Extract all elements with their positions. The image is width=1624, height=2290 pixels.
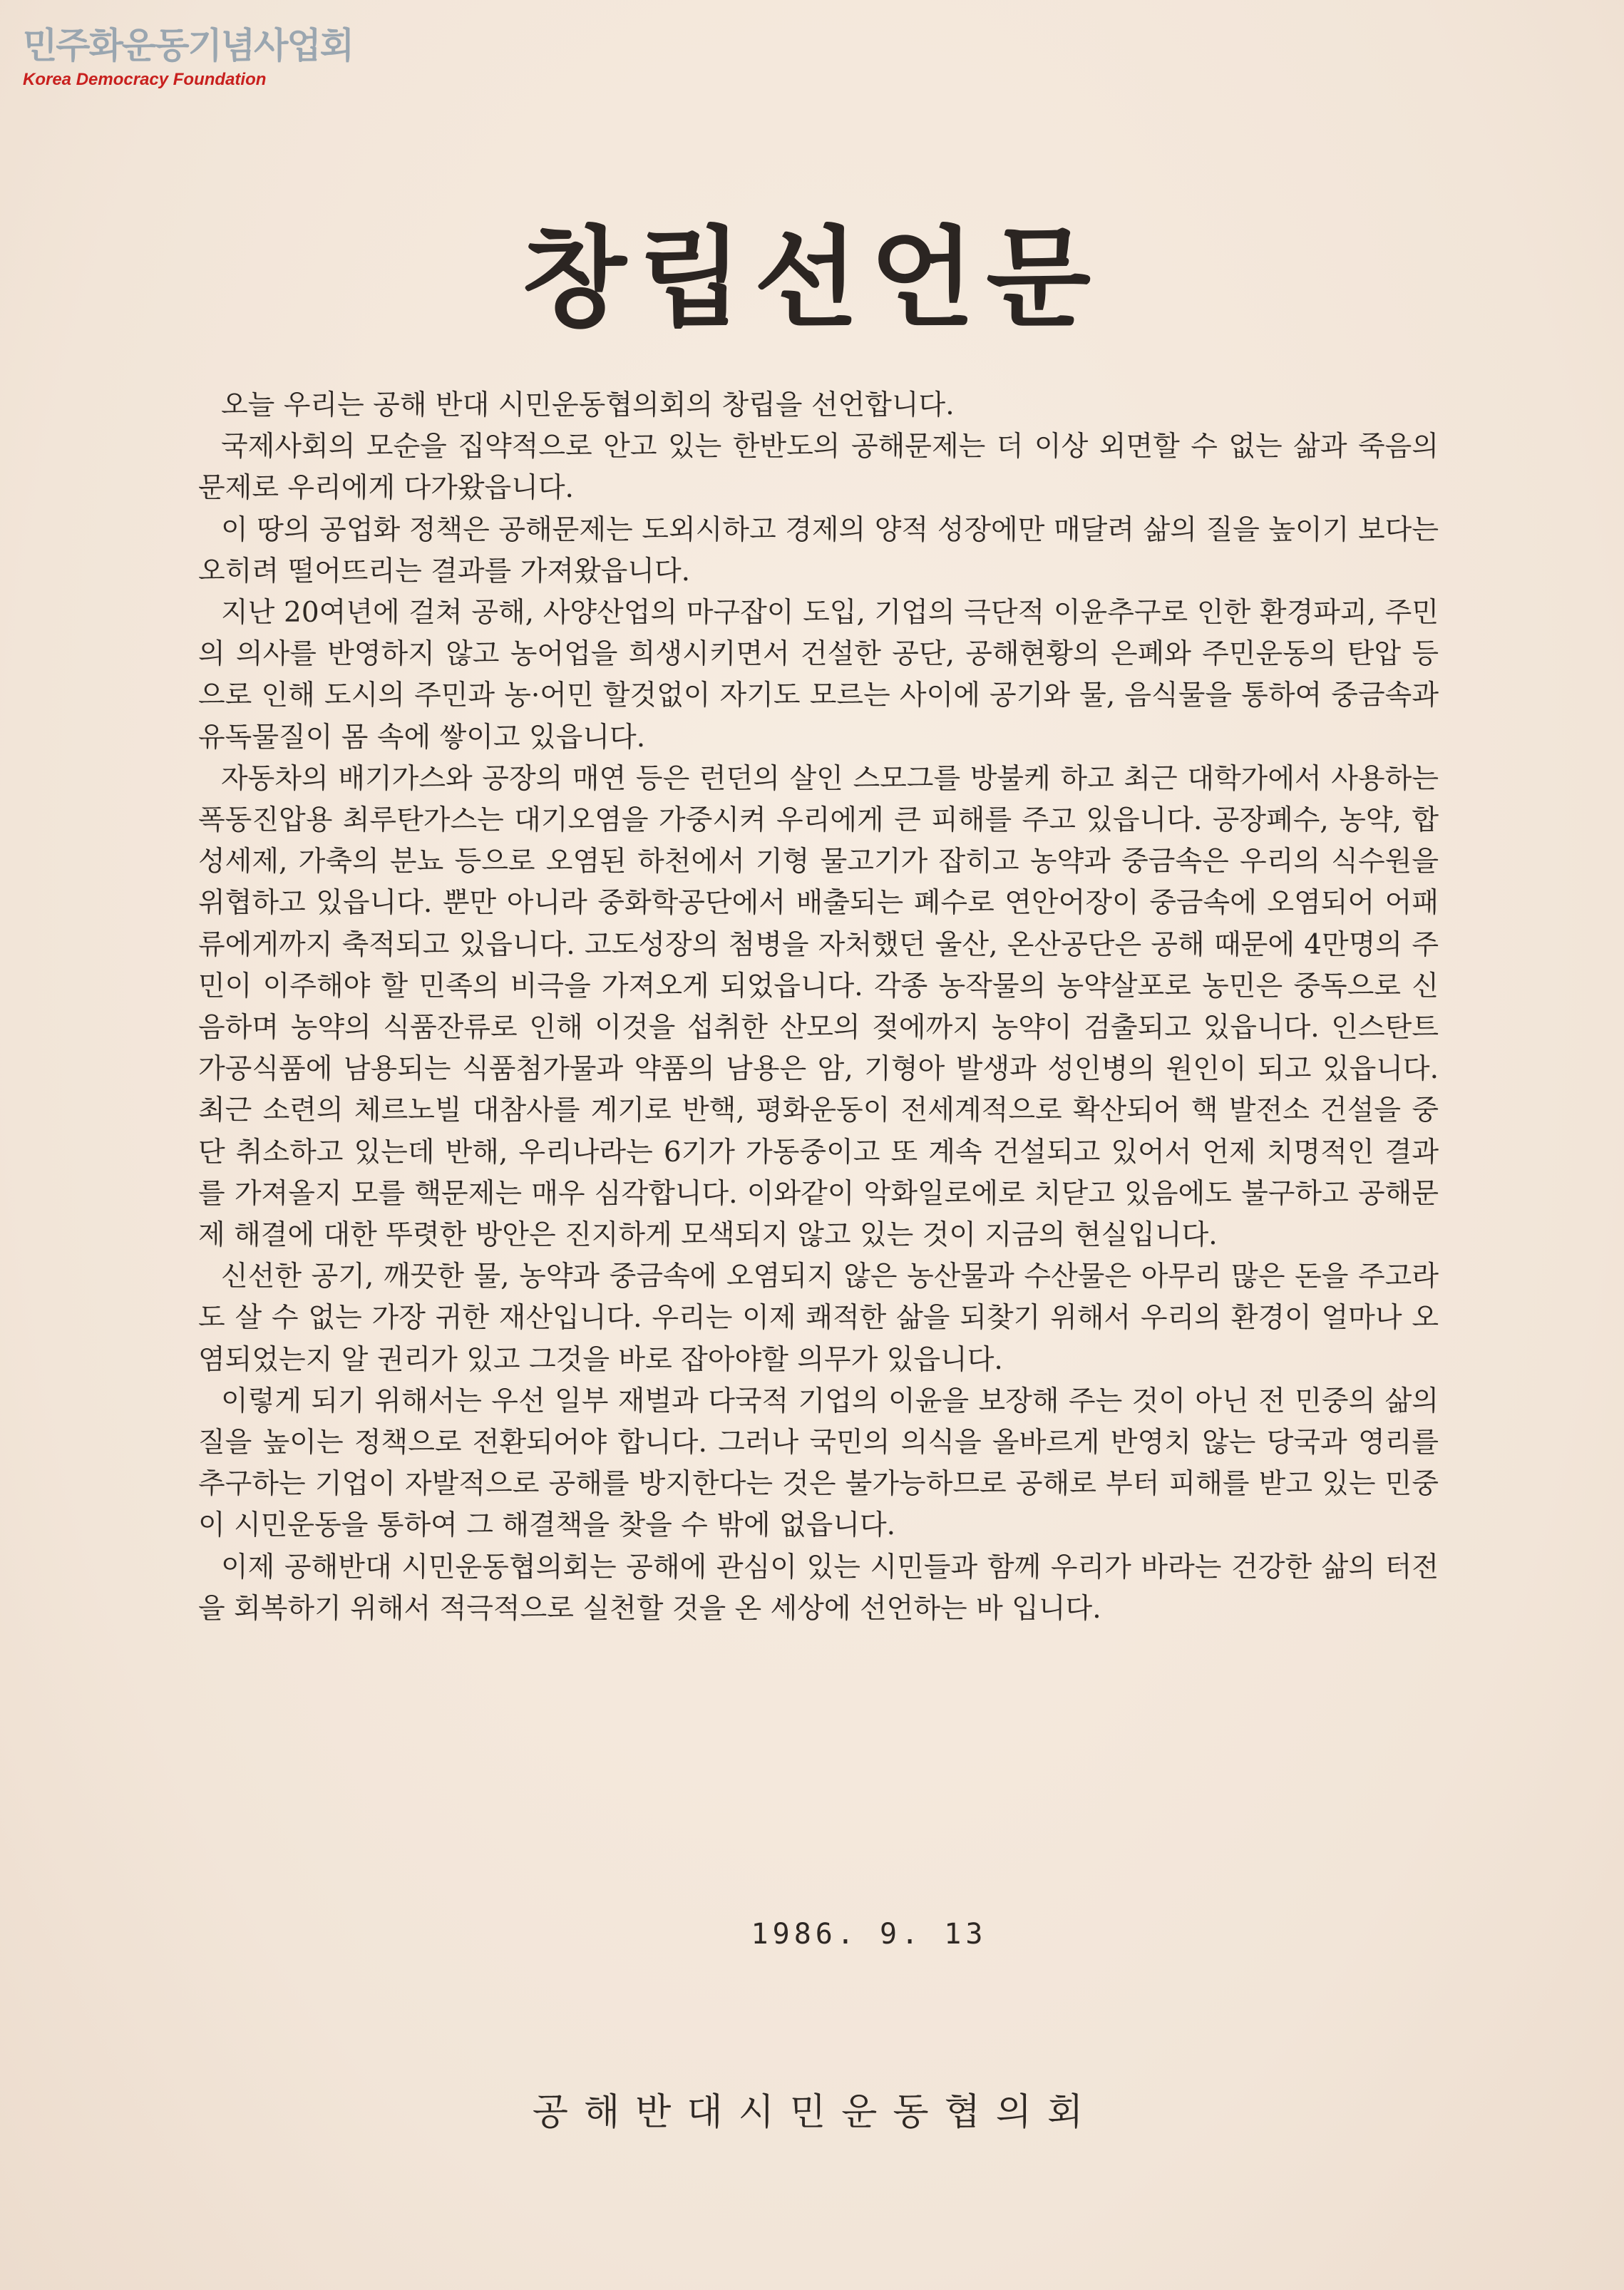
paragraph: 자동차의 배기가스와 공장의 매연 등은 런던의 살인 스모그를 방불케 하고 최근 대학가에서 사용하는 폭동진압용 최루탄가스는 대기오염을 가중시켜 우리에게 큰 피해를 주고 있읍니다. 공장폐수, 농약, 합성세제, 가축의 분뇨 등으로 오염된 하천에서 기형 물고기가 잡히고 농약과 중금속은 우리의 식수원을 위협하고 있읍니다. 뿐만 아니라 중화학공단에서 배출되는 폐수로 연안어장이 중금속에 오염되어 어패류에게까지 축적되고 있읍니다. 고도성장의 첨병을 자처했던 울산, 온산공단은 공해 때문에 4만명의 주민이 이주해야 할 민족의 비극을 가져오게 되었읍니다. 각종 농작물의 농약살포로 농민은 중독으로 신음하며 농약의 식품잔류로 인해 이것을 섭취한 산모의 젖에까지 농약이 검출되고 있읍니다. 인스탄트 가공식품에 남용되는 식품첨가물과 약품의 남용은 암, 기형아 발생과 성인병의 원인이 되고 있읍니다. 최근 소련의 체르노빌 대참사를 계기로 반핵, 평화운동이 전세계적으로 확산되어 핵 발전소 건설을 중단 취소하고 있는데 반해, 우리나라는 6기가 가동중이고 또 계속 건설되고 있어서 언제 치명적인 결과를 가져올지 모를 핵문제는 매우 심각합니다. 이와같이 악화일로에로 치닫고 있음에도 불구하고 공해문제 해결에 대한 뚜렷한 방안은 진지하게 모색되지 않고 있는 것이 지금의 현실입니다. (198, 762, 1439, 1252)
paragraph: 이렇게 되기 위해서는 우선 일부 재벌과 다국적 기업의 이윤을 보장해 주는 것이 아닌 전 민중의 삶의 질을 높이는 정책으로 전환되어야 합니다. 그러나 국민의 의식을 올바르게 반영치 않는 당국과 영리를 추구하는 기업이 자발적으로 공해를 방지한다는 것은 불가능하므로 공해로 부터 피해를 받고 있는 민중이 시민운동을 통하여 그 해결책을 찾을 수 밖에 없읍니다. (198, 1385, 1439, 1542)
paragraph: 이제 공해반대 시민운동협의회는 공해에 관심이 있는 시민들과 함께 우리가 바라는 건강한 삶의 터전을 회복하기 위해서 적극적으로 실천할 것을 온 세상에 선언하는 바 입니다. (198, 1551, 1439, 1625)
paragraph: 오늘 우리는 공해 반대 시민운동협의회의 창립을 선언합니다. (221, 389, 955, 421)
organization-signature: 공해반대시민운동협의회 (532, 2091, 1099, 2134)
paragraph: 신선한 공기, 깨끗한 물, 농약과 중금속에 오염되지 않은 농산물과 수산물은 아무리 많은 돈을 주고라도 살 수 없는 가장 귀한 재산입니다. 우리는 이제 쾌적한 삶을 되찾기 위해서 우리의 환경이 얼마나 오염되었는지 알 권리가 있고 그것을 바로 잡아야할 의무가 있읍니다. (198, 1260, 1439, 1376)
paragraph: 지난 20여년에 걸쳐 공해, 사양산업의 마구잡이 도입, 기업의 극단적 이윤추구로 인한 환경파괴, 주민의 의사를 반영하지 않고 농어업을 희생시키면서 건설한 공단, 공해현황의 은폐와 주민운동의 탄압 등으로 인해 도시의 주민과 농·어민 할것없이 자기도 모르는 사이에 공기와 물, 음식물을 통하여 중금속과 유독물질이 몸 속에 쌓이고 있읍니다. (198, 597, 1439, 754)
foundation-watermark (23, 23, 365, 91)
watermark-korean: 민주화운동기념사업회 (23, 25, 353, 66)
paragraph: 국제사회의 모순을 집약적으로 안고 있는 한반도의 공해문제는 더 이상 외면할 수 없는 삶과 죽음의 문제로 우리에게 다가왔읍니다. (198, 431, 1439, 505)
document-body (198, 385, 1439, 1630)
document-title: 창립선언문 (521, 214, 1103, 342)
watermark-english: Korea Democracy Foundation (23, 70, 267, 89)
document-date: 1986. 9. 13 (751, 1918, 987, 1951)
paragraph: 이 땅의 공업화 정책은 공해문제는 도외시하고 경제의 양적 성장에만 매달려 삶의 질을 높이기 보다는 오히려 떨어뜨리는 결과를 가져왔읍니다. (198, 513, 1439, 587)
